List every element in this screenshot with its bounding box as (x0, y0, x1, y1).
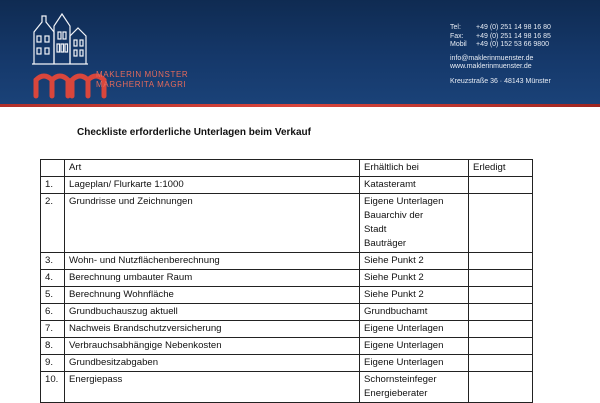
letterhead (0, 0, 600, 104)
web-link[interactable]: www.maklerinmuenster.de (450, 63, 532, 71)
erhaeltlich-bei-line: Siehe Punkt 2 (364, 272, 424, 283)
contact-block (450, 24, 551, 87)
mobil-label: Mobil (450, 41, 467, 49)
row-number: 2. (41, 194, 65, 253)
header-erledigt: Erledigt (469, 160, 533, 177)
row-art: Verbrauchsabhängige Nebenkosten (65, 338, 360, 355)
tel-value: +49 (0) 251 14 98 16 80 (476, 24, 551, 31)
tel-label: Tel: (450, 24, 461, 31)
header-art: Art (65, 160, 360, 177)
row-erledigt-checkbox[interactable] (469, 321, 533, 338)
row-erledigt-checkbox[interactable] (469, 253, 533, 270)
header-accent-stripe (0, 104, 600, 107)
mobil-row (450, 41, 551, 50)
row-art: Berechnung Wohnfläche (65, 287, 360, 304)
row-number: 10. (41, 372, 65, 403)
erhaeltlich-bei-line: Eigene Unterlagen (364, 323, 444, 334)
erhaeltlich-bei-line: Siehe Punkt 2 (364, 289, 424, 300)
row-number: 3. (41, 253, 65, 270)
row-erledigt-checkbox[interactable] (469, 372, 533, 403)
row-art: Grundrisse und Zeichnungen (65, 194, 360, 253)
address: Kreuzstraße 36 · 48143 Münster (450, 77, 551, 85)
row-art: Lageplan/ Flurkarte 1:1000 (65, 177, 360, 194)
table-row (41, 338, 533, 355)
row-erhaeltlich-bei (360, 338, 469, 355)
row-art: Grundbuchauszug aktuell (65, 304, 360, 321)
row-erledigt-checkbox[interactable] (469, 355, 533, 372)
row-erledigt-checkbox[interactable] (469, 338, 533, 355)
erhaeltlich-bei-line: Eigene Unterlagen (364, 340, 444, 351)
email-link[interactable]: info@maklerinmuenster.de (450, 54, 534, 62)
erhaeltlich-bei-line: Siehe Punkt 2 (364, 255, 424, 266)
erhaeltlich-bei-line: Bauarchiv der (364, 210, 424, 221)
row-number: 1. (41, 177, 65, 194)
row-erhaeltlich-bei (360, 287, 469, 304)
row-art: Berechnung umbauter Raum (65, 270, 360, 287)
fax-label: Fax: (450, 32, 464, 40)
mobil-value: +49 (0) 152 53 66 9800 (476, 41, 549, 49)
table-row (41, 372, 533, 403)
erhaeltlich-bei-line: Eigene Unterlagen (364, 196, 444, 207)
row-art: Energiepass (65, 372, 360, 403)
row-number: 8. (41, 338, 65, 355)
row-number: 6. (41, 304, 65, 321)
header-nr (41, 160, 65, 177)
erhaeltlich-bei-line: Stadt (364, 224, 387, 235)
row-erhaeltlich-bei (360, 177, 469, 194)
row-art: Grundbesitzabgaben (65, 355, 360, 372)
brand-line-1: MAKLERIN MÜNSTER (96, 70, 189, 79)
table-row (41, 270, 533, 287)
table-row (41, 355, 533, 372)
page-title: Checkliste erforderliche Unterlagen beim Verkauf (77, 127, 311, 138)
row-erledigt-checkbox[interactable] (469, 304, 533, 321)
row-erhaeltlich-bei (360, 270, 469, 287)
row-erledigt-checkbox[interactable] (469, 177, 533, 194)
row-number: 7. (41, 321, 65, 338)
checklist-table (40, 159, 533, 403)
brand-name (96, 70, 188, 90)
row-erhaeltlich-bei (360, 321, 469, 338)
table-row (41, 253, 533, 270)
table-row (41, 287, 533, 304)
row-erhaeltlich-bei (360, 304, 469, 321)
row-erhaeltlich-bei (360, 253, 469, 270)
fax-value: +49 (0) 251 14 98 16 85 (476, 32, 551, 40)
row-art: Wohn- und Nutzflächenberechnung (65, 253, 360, 270)
erhaeltlich-bei-line: Schornsteinfeger (364, 374, 437, 385)
brand-line-2: MARGHERITA MAGRI (96, 80, 187, 89)
fax-row (450, 33, 551, 42)
erhaeltlich-bei-line: Grundbuchamt (364, 306, 428, 317)
erhaeltlich-bei-line: Bauträger (364, 238, 407, 249)
row-number: 5. (41, 287, 65, 304)
table-row (41, 304, 533, 321)
row-erledigt-checkbox[interactable] (469, 194, 533, 253)
row-number: 9. (41, 355, 65, 372)
table-row (41, 177, 533, 194)
erhaeltlich-bei-line: Eigene Unterlagen (364, 357, 444, 368)
header-erhaeltlich: Erhältlich bei (360, 160, 469, 177)
row-erledigt-checkbox[interactable] (469, 270, 533, 287)
table-row (41, 194, 533, 253)
row-erhaeltlich-bei (360, 194, 469, 253)
row-number: 4. (41, 270, 65, 287)
row-erledigt-checkbox[interactable] (469, 287, 533, 304)
erhaeltlich-bei-line: Katasteramt (364, 179, 416, 190)
row-erhaeltlich-bei (360, 355, 469, 372)
erhaeltlich-bei-line: Energieberater (364, 388, 428, 399)
tel-row (450, 24, 551, 33)
row-art: Nachweis Brandschutzversicherung (65, 321, 360, 338)
table-header-row (41, 160, 533, 177)
row-erhaeltlich-bei (360, 372, 469, 403)
table-row (41, 321, 533, 338)
